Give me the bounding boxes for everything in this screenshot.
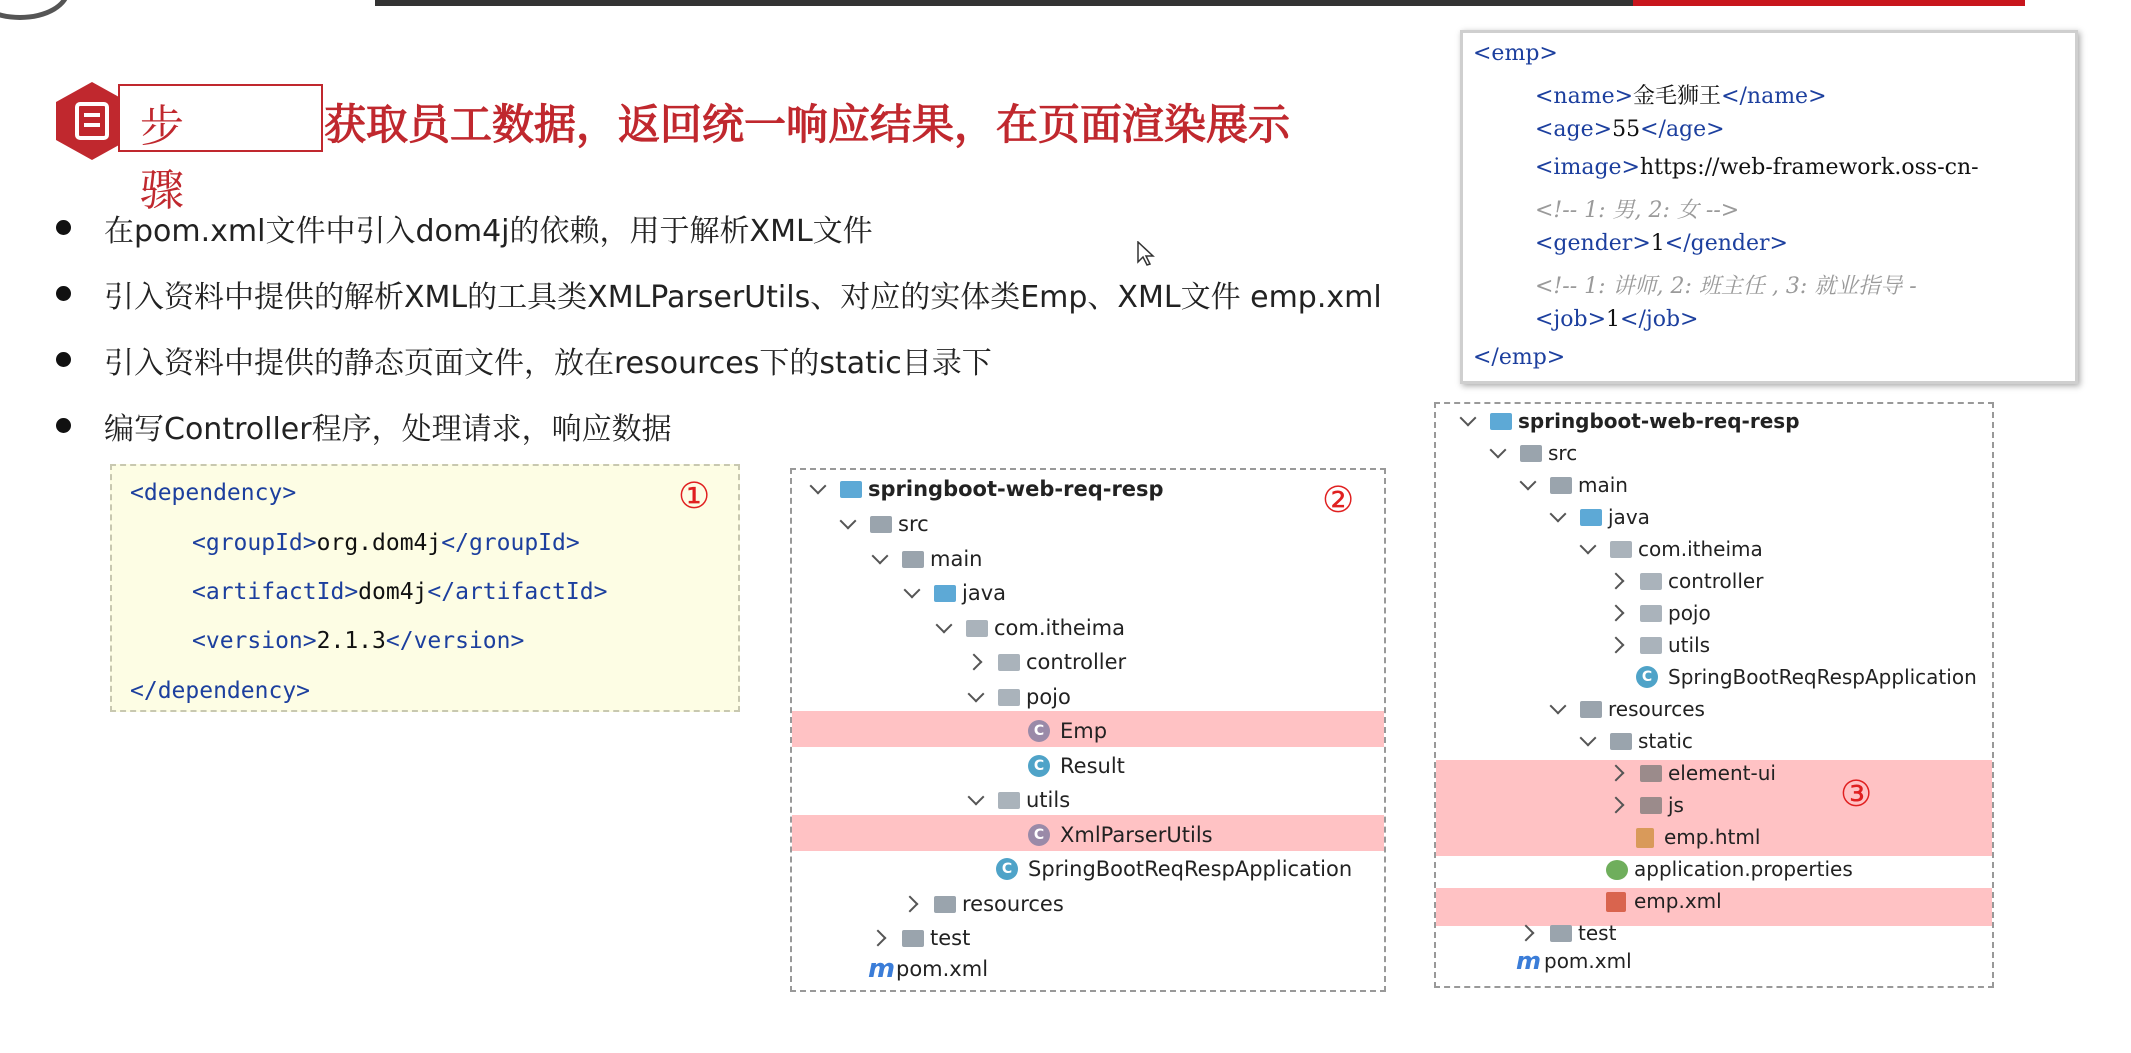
chevron-down-icon[interactable] [840,513,857,530]
package-icon [1640,573,1662,590]
resources-folder-icon [934,896,956,913]
folder-icon [1610,733,1632,750]
chevron-right-icon[interactable] [1608,573,1625,590]
spring-app-icon: C [996,858,1018,880]
xml-sample-box [1460,30,2078,384]
folder-icon [1640,797,1662,814]
chevron-down-icon[interactable] [1460,410,1477,427]
package-icon [998,654,1020,671]
chevron-right-icon[interactable] [870,930,887,947]
maven-icon: m [1516,947,1542,975]
xml-line: <emp> [1473,41,1558,66]
code-line: <groupId>org.dom4j</groupId> [192,530,580,556]
folder-icon [1490,413,1512,430]
bullet-text: 引入资料中提供的静态页面文件，放在resources下的static目录下 [104,346,992,381]
class-icon: C [1028,824,1050,846]
folder-icon [1580,509,1602,526]
folder-icon [870,516,892,533]
folder-icon [1550,925,1572,942]
chevron-down-icon[interactable] [1550,698,1567,715]
package-icon [1640,637,1662,654]
package-icon [966,620,988,637]
chevron-down-icon[interactable] [968,686,985,703]
bullet-text: 编写Controller程序，处理请求，响应数据 [104,412,672,447]
chevron-down-icon[interactable] [968,789,985,806]
xml-line: <name>金毛狮王</name> [1535,84,1827,109]
step-marker-2: ② [1322,480,1355,521]
code-line: <dependency> [130,480,297,506]
mouse-cursor-icon [1137,241,1155,267]
chevron-down-icon[interactable] [904,582,921,599]
top-divider-accent [1633,0,2025,6]
chevron-down-icon[interactable] [936,617,953,634]
xml-comment: <!-- 1: 男, 2: 女 --> [1535,198,1740,223]
dependency-code-box [110,464,740,712]
folder-icon [934,585,956,602]
chevron-right-icon[interactable] [966,654,983,671]
chevron-down-icon[interactable] [1550,506,1567,523]
xml-line: </emp> [1473,345,1566,370]
xml-file-icon [1606,892,1626,912]
xml-line: <gender>1</gender> [1535,231,1788,256]
chevron-down-icon[interactable] [1520,474,1537,491]
chevron-down-icon[interactable] [1490,442,1507,459]
folder-icon [1550,477,1572,494]
xml-line: <image>https://web-framework.oss-cn- [1535,155,1979,180]
project-tree-3: ③ springboot-web-req-resp src main java com.itheima controller pojo utils C SpringBootReqRespApplication resources static element-ui js emp.html application.properties emp.xml test m pom.xml [1434,402,1994,988]
package-icon [998,792,1020,809]
project-tree-2: ② springboot-web-req-resp src main java com.itheima controller pojo C Emp C Result utils C XmlParserUtils C SpringBootReqRespApplication resources test m pom.xml [790,468,1386,992]
folder-icon [1520,445,1542,462]
properties-file-icon [1606,860,1628,880]
xml-comment: <!-- 1: 讲师, 2: 班主任 , 3: 就业指导 - [1535,274,1917,299]
folder-icon [840,481,862,498]
chevron-down-icon[interactable] [1580,730,1597,747]
class-icon: C [1028,755,1050,777]
chevron-down-icon[interactable] [810,478,827,495]
step-marker-3: ③ [1840,774,1873,815]
chevron-down-icon[interactable] [872,548,889,565]
folder-icon [902,930,924,947]
maven-icon: m [868,954,896,984]
logo-fragment [0,0,70,20]
folder-icon [1640,765,1662,782]
chevron-right-icon[interactable] [1608,637,1625,654]
chevron-down-icon[interactable] [1580,538,1597,555]
step-marker-1: ① [678,476,711,517]
page-title: 获取员工数据，返回统一响应结果，在页面渲染展示 [324,100,1291,149]
chevron-right-icon[interactable] [902,896,919,913]
package-icon [1610,541,1632,558]
resources-folder-icon [1580,701,1602,718]
bullet-text: 引入资料中提供的解析XML的工具类XMLParserUtils、对应的实体类Emp、XML文件 emp.xml [104,280,1382,315]
code-line: </dependency> [130,678,311,704]
package-icon [1640,605,1662,622]
package-icon [998,689,1020,706]
chevron-right-icon[interactable] [1608,605,1625,622]
xml-line: <job>1</job> [1535,307,1699,332]
xml-line: <age>55</age> [1535,117,1725,142]
code-line: <artifactId>dom4j</artifactId> [192,579,608,605]
code-line: <version>2.1.3</version> [192,628,525,654]
html-file-icon [1636,828,1654,848]
spring-app-icon: C [1636,666,1658,688]
chevron-right-icon[interactable] [1518,925,1535,942]
bullet-text: 在pom.xml文件中引入dom4j的依赖，用于解析XML文件 [104,214,873,249]
class-icon: C [1028,720,1050,742]
folder-icon [902,551,924,568]
step-label: 步骤 [140,101,184,216]
